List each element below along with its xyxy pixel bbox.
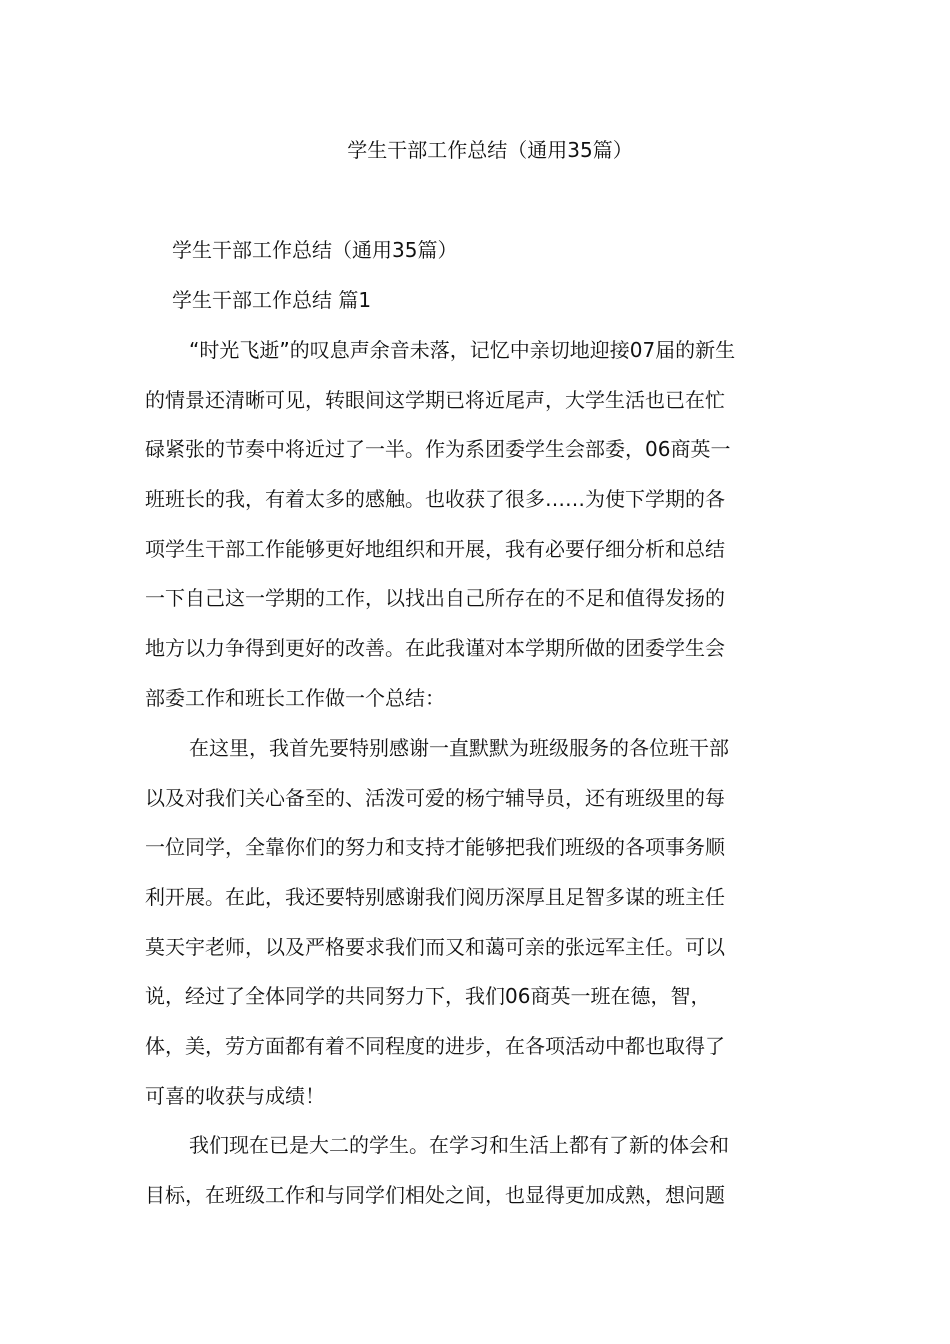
- paragraph-line: 莫天宇老师，以及严格要求我们而又和蔼可亲的张远军主任。可以: [145, 934, 725, 959]
- document-subtitle: 学生干部工作总结（通用35篇）: [172, 238, 458, 262]
- paragraph-line: 以及对我们关心备至的、活泼可爱的杨宁辅导员，还有班级里的每: [145, 785, 725, 810]
- paragraph-line: 一位同学，全靠你们的努力和支持才能够把我们班级的各项事务顺: [145, 835, 725, 860]
- paragraph-line: 在这里，我首先要特别感谢一直默默为班级服务的各位班干部: [189, 736, 729, 760]
- document-title: 学生干部工作总结（通用35篇）: [347, 138, 633, 162]
- paragraph-line: 说，经过了全体同学的共同努力下，我们06商英一班在德，智，: [145, 984, 711, 1009]
- paragraph-line: 体，美，劳方面都有着不同程度的进步，在各项活动中都也取得了: [145, 1034, 725, 1059]
- paragraph-line: “时光飞逝”的叹息声余音未落，记忆中亲切地迎接07届的新生: [189, 338, 736, 362]
- paragraph-line: 地方以力争得到更好的改善。在此我谨对本学期所做的团委学生会: [145, 636, 725, 661]
- paragraph-line: 碌紧张的节奏中将近过了一半。作为系团委学生会部委，06商英一: [145, 437, 731, 462]
- paragraph-line: 可喜的收获与成绩！: [145, 1083, 325, 1108]
- paragraph-line: 班班长的我，有着太多的感触。也收获了很多……为使下学期的各: [145, 487, 725, 512]
- paragraph-1: [145, 326, 810, 724]
- paragraph-line: 部委工作和班长工作做一个总结：: [145, 685, 445, 710]
- section-heading: 学生干部工作总结 篇1: [172, 288, 372, 312]
- paragraph-line: 的情景还清晰可见，转眼间这学期已将近尾声，大学生活也已在忙: [145, 387, 725, 412]
- paragraph-line: 项学生干部工作能够更好地组织和开展，我有必要仔细分析和总结: [145, 536, 725, 561]
- paragraph-line: 一下自己这一学期的工作，以找出自己所存在的不足和值得发扬的: [145, 586, 725, 611]
- paragraph-2: [145, 724, 810, 1122]
- paragraph-line: 目标，在班级工作和与同学们相处之间，也显得更加成熟，想问题: [145, 1182, 725, 1207]
- paragraph-line: 利开展。在此，我还要特别感谢我们阅历深厚且足智多谋的班主任: [145, 885, 725, 910]
- paragraph-3: [145, 1121, 810, 1220]
- paragraph-line: 我们现在已是大二的学生。在学习和生活上都有了新的体会和: [189, 1133, 729, 1157]
